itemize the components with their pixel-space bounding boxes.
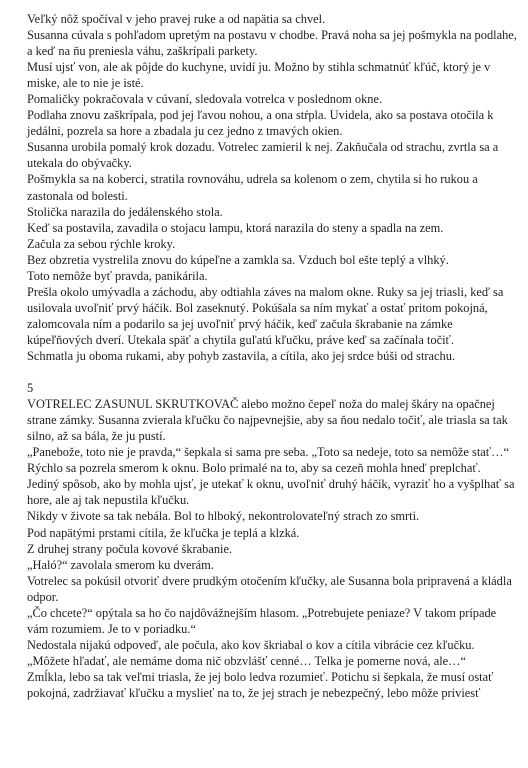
paragraph: Jediný spôsob, ako by mohla ujsť, je utekať k oknu, uvoľniť druhý háčik, vyraziť ho a vyšplhať sa hore, ale aj tak nepustila kľučku. bbox=[27, 477, 515, 508]
paragraph: Bez obzretia vystrelila znovu do kúpeľne a zamkla sa. Vzduch bol ešte teplý a vlhký. bbox=[27, 252, 449, 267]
paragraph: Nikdy v živote sa tak nebála. Bol to hlboký, nekontrolovateľný strach zo smrti. bbox=[27, 509, 420, 524]
paragraph: Musí ujsť von, ale ak pôjde do kuchyne, uvidí ju. Možno by stihla schmatnúť kľúč, ktorý je v miske, ale to nie je isté. bbox=[27, 60, 491, 91]
paragraph: Susanna urobila pomalý krok dozadu. Votrelec zamieril k nej. Zakňučala od strachu, zvrtla sa a utekala do obývačky. bbox=[27, 140, 499, 171]
paragraph: Pomaličky pokračovala v cúvaní, sledovala votrelca v poslednom okne. bbox=[27, 92, 383, 107]
section-break bbox=[27, 364, 519, 380]
paragraph: Rýchlo sa pozrela smerom k oknu. Bolo primalé na to, aby sa cezeň mohla hneď preplchať. bbox=[27, 461, 481, 476]
body-text bbox=[27, 11, 519, 701]
paragraph: Veľký nôž spočíval v jeho pravej ruke a od napätia sa chvel. bbox=[27, 12, 326, 26]
paragraph: Keď sa postavila, zavadila o stojacu lampu, ktorá narazila do steny a spadla na zem. bbox=[27, 220, 444, 235]
paragraph: Začula za sebou rýchle kroky. bbox=[27, 236, 176, 251]
paragraph: „Panebože, toto nie je pravda,“ šepkala si sama pre seba. „Toto sa nedeje, toto sa nemôže stať…“ bbox=[27, 445, 509, 460]
paragraph: Nedostala nijakú odpoveď, ale počula, ako kov škriabal o kov a cítila vibrácie cez kľučku. bbox=[27, 637, 475, 652]
paragraph: Podlaha znovu zaškrípala, pod jej ľavou nohou, a ona stŕpla. Uvidela, ako sa postava otočila k jedálni, pozrela sa hore a zbadala ju cez jedno z tmavých okien. bbox=[27, 108, 494, 139]
paragraph: Susanna cúvala s pohľadom upretým na postavu v chodbe. Pravá noha sa jej pošmykla na podlahe, a keď na ňu preniesla váhu, zaškrípali parkety. bbox=[27, 28, 517, 59]
paragraph: Z druhej strany počula kovové škrabanie. bbox=[27, 541, 233, 556]
paragraph: Votrelec sa pokúsil otvoriť dvere prudkým otočením kľučky, ale Susanna bola pripravená a kládla odpor. bbox=[27, 573, 512, 604]
paragraph: Stolička narazila do jedálenského stola. bbox=[27, 204, 223, 219]
paragraph: „Haló?“ zavolala smerom ku dverám. bbox=[27, 557, 214, 572]
paragraph: Prešla okolo umývadla a záchodu, aby odtiahla záves na malom okne. Ruky sa jej triasli, keď sa usilovala uvoľniť prvý háčik. Bol zaseknutý. Pokúšala sa ním mykať a ostať pritom pokojná, zalomcovala ním a podarilo sa jej uvoľniť prvý háčik, keď začula škrabanie na zámke kúpeľňových dverí. Utekala späť a chytila guľatú kľučku, práve keď sa začínala točiť. bbox=[27, 284, 504, 347]
paragraph: Pošmykla sa na koberci, stratila rovnováhu, udrela sa kolenom o zem, chytila si ho rukou a zastonala od bolesti. bbox=[27, 172, 478, 203]
chapter-number: 5 bbox=[27, 381, 34, 396]
paragraph: Pod napätými prstami cítila, že kľučka je teplá a klzká. bbox=[27, 525, 300, 540]
paragraph: „Čo chcete?“ opýtala sa ho čo najdôvážnejším hlasom. „Potrebujete peniaze? V takom prípade vám rozumiem. Je to v poriadku.“ bbox=[27, 605, 497, 636]
paragraph: „Môžete hľadať, ale nemáme doma nič obzvlášť cenné… Telka je pomerne nová, ale…“ bbox=[27, 653, 467, 668]
paragraph: Zmĺkla, lebo sa tak veľmi triasla, že jej bolo ledva rozumieť. Potichu si šepkala, že musí ostať pokojná, zadržiavať kľučku a myslieť na to, že jej strach je nebezpečný, lebo môže priviesť bbox=[27, 669, 494, 700]
paragraph: VOTRELEC ZASUNUL SKRUTKOVAČ alebo možno čepeľ noža do malej škáry na opačnej strane zámky. Susanna zvierala kľučku čo najpevnejšie, aby sa ňou nedalo točiť, ale triasla sa tak silno, až sa bála, že ju pustí. bbox=[27, 397, 508, 444]
paragraph: Toto nemôže byť pravda, panikárila. bbox=[27, 268, 208, 283]
paragraph: Schmatla ju oboma rukami, aby pohyb zastavila, a cítila, ako jej srdce búši od strachu. bbox=[27, 348, 456, 363]
